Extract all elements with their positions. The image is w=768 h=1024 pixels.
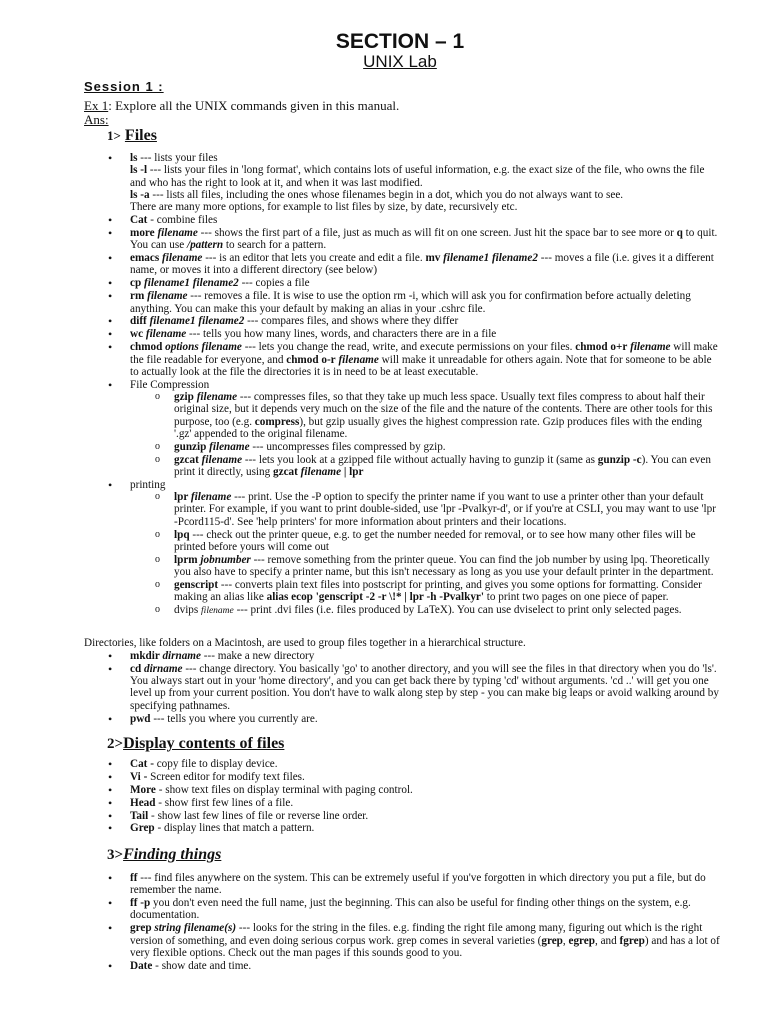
list-item — [130, 822, 720, 834]
cmd-fgrep: fgrep — [619, 934, 645, 947]
exercise-text: : Explore all the UNIX commands given in this manual. — [108, 98, 400, 113]
cmd-ff: ff — [130, 872, 138, 884]
heading-number: 1> — [107, 128, 121, 143]
directories-paragraph: Directories, like folders on a Macintosh, are used to group files together in a hierarchical structure. — [84, 637, 526, 649]
list-item — [130, 771, 720, 783]
cmd-chmod: chmod o-r — [286, 353, 336, 366]
item-text: --- copies a file — [238, 277, 310, 290]
item-text: • printing — [130, 478, 166, 491]
cmd-grep: grep — [130, 922, 155, 935]
list-item — [130, 758, 720, 770]
arg: filename — [209, 440, 250, 453]
item-text: --- is an editor that lets you create and edit a file. — [202, 252, 426, 265]
cmd-egrep: egrep — [568, 934, 595, 947]
cmd-alias: alias ecop 'genscript -2 -r \!* | lpr -h -Pvalkyr' — [266, 591, 484, 604]
item-text: --- print. Use the -P option to specify the printer name if you want to use a printer other than your default printer. For example, if you want to print double-sided, use 'lpr -Pvalkyr-d', or if you're at CSLI, you may want to use 'lpr -Pcord115-d'. See 'help printers' for more information about printers and their locations. — [174, 491, 716, 528]
cmd-cd: cd — [130, 662, 144, 675]
list-item — [130, 663, 720, 712]
item-text: --- compresses files, so that they take up much less space. Usually text files compress to about half their original size, but it depends very much on the size of the file and the nature of the contents. There are other tools for this purpose, too (e.g. — [174, 390, 713, 428]
cmd-wc: wc — [130, 328, 146, 341]
list-item — [130, 152, 720, 213]
list-item — [130, 872, 720, 897]
arg: jobnumber — [200, 553, 251, 566]
cmd-ls-l: ls -l — [130, 164, 148, 177]
cmd-more: more — [130, 226, 158, 239]
list-item — [174, 604, 720, 617]
cmd-cat: Cat — [130, 214, 148, 227]
cmd-cp: cp — [130, 277, 144, 290]
item-text: copy file to display device. — [153, 758, 278, 770]
list-item — [130, 315, 720, 327]
cmd-vi: Vi - — [130, 770, 148, 783]
arg: dirname — [143, 662, 183, 675]
heading-label: Display contents of files — [123, 735, 285, 752]
cmd-lpr: | lpr — [341, 465, 364, 478]
exercise-line — [84, 98, 399, 114]
item-text: --- tells you where you currently are. — [150, 712, 318, 725]
list-item — [130, 252, 720, 277]
arg: filename — [157, 226, 198, 239]
list-item — [174, 441, 720, 453]
list-item — [174, 454, 720, 479]
arg: filename — [300, 465, 342, 478]
list-item — [174, 554, 720, 579]
list-item — [130, 227, 720, 252]
item-text: ) and has a lot of very flexible options. Check out the man pages if this sounds good to you. — [130, 934, 720, 959]
list-item — [174, 491, 720, 528]
files-list — [130, 152, 720, 618]
heading-label: Finding things — [123, 846, 222, 863]
item-text: - show date and time. — [152, 959, 252, 972]
item-text: • File Compression — [130, 378, 210, 391]
arg: filename1 filename2 — [143, 277, 239, 290]
exercise-label: Ex 1 — [84, 98, 109, 113]
display-list — [130, 758, 720, 835]
cmd-date: Date — [130, 959, 153, 972]
item-text: --- lists all files, including the ones whose filenames begin in a dot, which you do not always want to see. — [149, 188, 624, 201]
cmd-cat: Cat - — [130, 758, 154, 770]
item-text: --- tells you how many lines, words, and characters there are in a file — [186, 328, 497, 341]
item-text: --- moves a file (i.e. gives it a different name, or moves it into a different directory (see below) — [130, 252, 714, 277]
item-text: --- print .dvi files (i.e. files produced by LaTeX). You can use dviselect to print only selected pages. — [233, 604, 682, 617]
list-item — [130, 650, 720, 662]
item-text: ). You can even print it directly, using — [174, 453, 711, 478]
item-text: --- lists your files in 'long format', which contains lots of useful information, e.g. the exact size of the file, who owns the file and who has the right to look at it, and when it was last modified. — [130, 164, 705, 189]
cmd-ls-a: ls -a — [130, 188, 150, 201]
list-item — [174, 529, 720, 554]
arg: filename — [147, 290, 188, 303]
cmd-gunzip: gunzip -c — [597, 453, 642, 466]
cmd-gzcat: gzcat — [273, 465, 301, 478]
cmd-emacs: emacs — [130, 252, 162, 265]
section-title: SECTION – 1 — [335, 30, 465, 53]
arg: filename — [201, 606, 234, 617]
item-text: Screen editor for modify text files. — [147, 770, 305, 783]
cmd-grep: Grep — [130, 822, 155, 835]
cmd-mv: mv — [425, 252, 444, 265]
section-subtitle: UNIX Lab — [363, 52, 437, 71]
cmd-rm: rm — [130, 290, 148, 303]
list-item — [130, 897, 720, 922]
printing-list — [174, 491, 720, 617]
item-text: --- converts plain text files into postscript for printing, and gives you some options for formatting. Consider making an alias like — [174, 579, 702, 604]
cmd-lprm: lprm — [174, 553, 201, 566]
item-text: you don't even need the full name, just the beginning. This can also be useful for finding other things on the system, e.g. documentation. — [130, 897, 691, 922]
arg: filename — [630, 341, 671, 354]
cmd-pwd: pwd — [130, 712, 151, 725]
arg: filename — [145, 328, 187, 341]
cmd-ls: ls — [130, 152, 138, 164]
arg: filename — [190, 491, 232, 504]
list-item — [130, 479, 720, 618]
item-text: --- removes a file. It is wise to use the option rm -i, which will ask you for confirmation before actually deleting anything. You can make this your default by making an alias in your .cshrc file. — [130, 290, 691, 315]
item-text: --- remove something from the printer queue. You can find the job number by using lpq. Theoretically you also have to specify a printer name, but this isn't necessary as long as you use your default printer in the department. — [174, 553, 714, 579]
cmd-q: q — [676, 226, 683, 239]
finding-list — [130, 872, 720, 973]
arg: filename — [201, 453, 243, 466]
answer-label: Ans: — [84, 112, 109, 127]
item-text: - show first few lines of a file. — [155, 796, 294, 809]
list-item — [130, 214, 720, 226]
item-text: ), but gzip usually gives the highest compression rate. Gzip produces files with the ending '.gz' appended to the original filename. — [174, 415, 703, 440]
list-item — [130, 713, 720, 725]
session-label: Session 1 : — [84, 79, 164, 94]
arg: string filename(s) — [154, 922, 237, 935]
item-text: , — [562, 934, 569, 947]
list-item — [174, 391, 720, 440]
list-item — [130, 960, 720, 972]
cmd-dvips: dvips — [174, 604, 202, 617]
cmd-lpr: lpr — [174, 491, 191, 504]
arg: filename — [162, 252, 203, 265]
cmd-tail: Tail — [130, 809, 149, 822]
arg: /pattern — [186, 239, 224, 252]
cmd-grep: grep — [541, 934, 563, 947]
heading-number: 3> — [107, 847, 124, 863]
cmd-diff: diff — [130, 315, 150, 328]
item-text: --- lists your files — [137, 152, 218, 164]
heading-finding-things — [107, 846, 221, 864]
arg: filename — [196, 390, 238, 403]
arg: options filename — [165, 341, 242, 354]
item-text: - show text files on display terminal with paging control. — [155, 783, 413, 796]
list-item — [174, 579, 720, 604]
cmd-gzip: gzip — [174, 390, 197, 403]
item-text: --- make a new directory — [200, 650, 315, 662]
item-text: --- looks for the string in the files. e.g. finding the right file among many, figuring out which is the right version of something, and even doing serious corpus work. grep comes in several varieties ( — [130, 922, 703, 947]
item-text: --- lets you change the read, write, and execute permissions on your files. — [241, 341, 576, 354]
cmd-mkdir: mkdir — [130, 650, 163, 662]
list-item — [130, 341, 720, 378]
cmd-lpq: lpq — [174, 528, 190, 541]
arg: filename1 filename2 — [443, 252, 538, 265]
directories-list — [130, 650, 720, 726]
list-item — [130, 810, 720, 822]
item-text: --- shows the first part of a file, just as much as will fit on one screen. Just hit the space bar to see more or — [197, 226, 677, 239]
cmd-more: More — [130, 783, 156, 796]
heading-number: 2> — [107, 736, 124, 752]
list-item — [130, 277, 720, 289]
heading-label: Files — [124, 127, 157, 144]
cmd-head: Head — [130, 796, 156, 809]
item-text: - combine files — [147, 214, 218, 227]
item-text: There are many more options, for example to list files by size, by date, recursively etc. — [130, 201, 518, 214]
item-text: will make the file readable for everyone, and — [130, 341, 718, 366]
item-text: to search for a pattern. — [223, 239, 327, 252]
arg: dirname — [162, 650, 201, 662]
item-text: to print two pages on one piece of paper. — [484, 591, 669, 604]
item-text: - display lines that match a pattern. — [154, 822, 315, 835]
cmd-gzcat: gzcat — [174, 453, 202, 466]
list-item — [130, 922, 720, 959]
item-text: , and — [595, 934, 620, 947]
item-text: - show last few lines of file or reverse line order. — [148, 809, 369, 822]
item-text: will make it unreadable for others again. Note that for someone to be able to actually look at the file the directories it is in need to be at least executable. — [130, 353, 712, 378]
item-text: --- change directory. You basically 'go' to another directory, and you will see the files in that directory when you do 'ls'. You always start out in your 'home directory', and you can get back there by typing 'cd' without arguments. 'cd ..' will get you one level up from your current position. You don't have to walk along step by step - you can make big leaps or avoid walking around by specifying pathnames. — [130, 662, 719, 712]
arg: filename — [338, 353, 379, 366]
item-text: --- compares files, and shows where they differ — [244, 315, 459, 328]
heading-display-contents — [107, 735, 284, 753]
cmd-chmod: chmod — [130, 341, 166, 354]
cmd-gunzip: gunzip — [174, 440, 210, 453]
list-item — [130, 784, 720, 796]
list-item — [130, 328, 720, 340]
cmd-chmod: chmod o+r — [575, 341, 628, 354]
list-item — [130, 379, 720, 479]
item-text: --- lets you look at a gzipped file without actually having to gunzip it (same as — [242, 453, 598, 466]
cmd-compress: compress — [254, 415, 300, 428]
item-text: --- find files anywhere on the system. This can be extremely useful if you've forgotten in which directory you put a file, but do remember the name. — [130, 872, 706, 897]
item-text: --- uncompresses files compressed by gzip. — [249, 440, 446, 453]
list-item — [130, 290, 720, 315]
item-text: to quit. You can use — [130, 226, 718, 252]
cmd-ff-p: ff -p — [130, 897, 151, 910]
compression-list — [174, 391, 720, 478]
arg: filename1 filename2 — [149, 315, 245, 328]
list-item — [130, 797, 720, 809]
heading-files — [107, 127, 157, 145]
cmd-genscript: genscript — [174, 579, 219, 591]
item-text: --- check out the printer queue, e.g. to get the number needed for removal, or to see how many other files will be printed before yours will come out — [174, 528, 696, 553]
